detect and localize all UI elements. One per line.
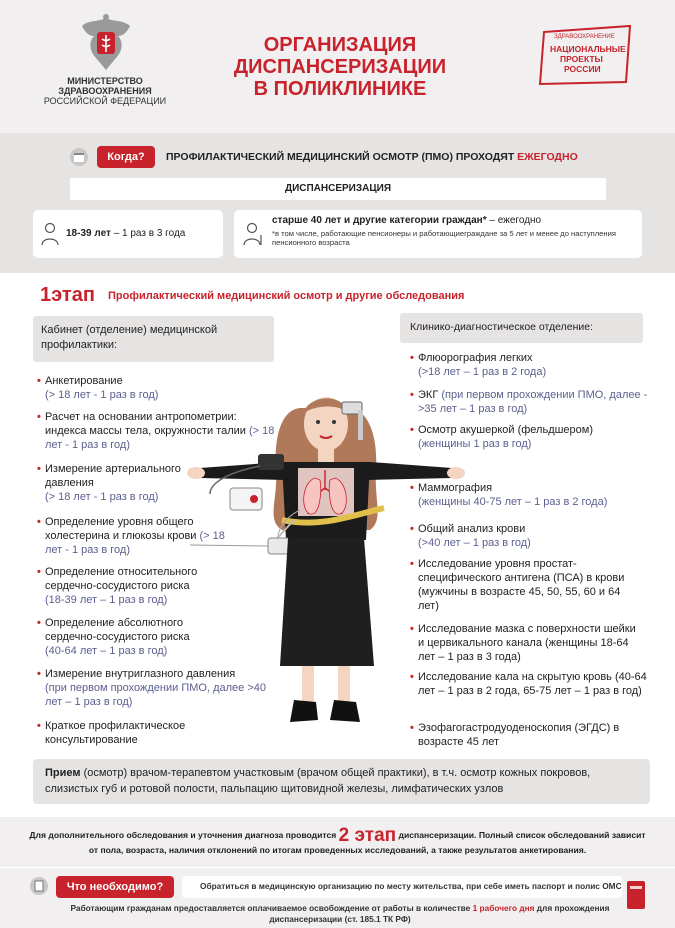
ministry-name <box>30 76 180 106</box>
left-item: • Определение относительного сердечно-сосудистого риска (18-39 лет – 1 раз в год) <box>37 566 198 606</box>
left-item: • Определение уровня общего холестерина и глюкозы крови (> 18 лет - 1 раз в год) <box>37 516 225 556</box>
left-item: • Расчет на основании антропометрии: индекса массы тела, окружности талии (> 18 лет - 1 раз в год) <box>37 411 275 451</box>
stage2-text-a: Для дополнительного обследования и уточнения диагноза проводится <box>29 830 337 840</box>
right-item: • Исследование кала на скрытую кровь (40-64 лет – 1 раз в 2 года, 65-75 лет – 1 раз в год) <box>410 671 647 697</box>
dispensary-label: ДИСПАНСЕРИЗАЦИЯ <box>70 178 606 200</box>
age2-bold: старше 40 лет и другие категории граждан* <box>272 215 487 226</box>
right-item: • Исследование уровня простат-специфического антигена (ПСА) в крови (мужчины в возрасте 45, 50, 55, 60 и 64 лет) <box>410 558 625 612</box>
right-item: • Флюорография легких (>18 лет – 1 раз в 2 года) <box>410 352 547 378</box>
age-footnote: *в том числе, работающие пенсионеры и работающиеграждане за 5 лет и менее до наступления пенсионного возраста <box>272 229 616 247</box>
stage-title: Профилактический медицинский осмотр и другие обследования <box>108 290 465 302</box>
document-icon <box>30 876 48 896</box>
ministry-line-1: МИНИСТЕРСТВО <box>67 76 143 86</box>
exam-bold-start: Прием <box>45 767 81 779</box>
therapist-exam-text <box>45 766 640 797</box>
left-item: • Анкетирование (> 18 лет - 1 раз в год) <box>37 375 159 401</box>
what-needed-badge: Что необходимо? <box>56 876 174 898</box>
age1-rest: – 1 раз в 3 года <box>113 228 186 239</box>
worker-text-a: Работающим гражданам предоставляется оплачиваемое освобождение от работы в количестве <box>70 903 471 913</box>
when-badge: Когда? <box>97 146 155 168</box>
age2-rest: – ежегодно <box>489 215 542 226</box>
stage-number: 1этап <box>40 284 95 306</box>
pmo-text: ПРОФИЛАКТИЧЕСКИЙ МЕДИЦИНСКИЙ ОСМОТР (ПМО) ПРОХОДЯТ <box>166 151 515 163</box>
right-item: • Общий анализ крови (>40 лет – 1 раз в год) <box>410 523 531 549</box>
np-line-2: ПРОЕКТЫ <box>560 54 603 64</box>
right-item: • Осмотр акушеркой (фельдшером) (женщины 1 раз в год) <box>410 424 594 450</box>
title-line-3: В ПОЛИКЛИНИКЕ <box>253 78 427 100</box>
age-group-40-plus <box>272 215 541 226</box>
np-small-text: ЗДРАВООХРАНЕНИЕ <box>554 34 615 40</box>
worker-text-b: для прохождения диспансеризации (ст. 185.1 ТК РФ) <box>269 903 610 924</box>
age1-bold: 18-39 лет <box>66 228 111 239</box>
np-line-1: НАЦИОНАЛЬНЫЕ <box>550 44 626 54</box>
left-section-header: Кабинет (отделение) медицинской профилактики: <box>41 324 218 351</box>
calendar-icon <box>70 148 88 166</box>
requirements-text: Обратиться в медицинскую организацию по месту жительства, при себе иметь паспорт и полис ОМС <box>200 881 622 891</box>
passport-icon <box>626 880 646 910</box>
left-item: • Измерение внутриглазного давления (при первом прохождении ПМО, далее >40 лет – 1 раз в год) <box>37 668 266 708</box>
worker-accent: 1 рабочего дня <box>472 903 535 913</box>
title-line-2: ДИСПАНСЕРИЗАЦИИ <box>233 56 447 78</box>
elderly-person-icon <box>242 222 264 246</box>
right-item: • Исследование мазка с поверхности шейки и цервикального канала (женщины 18-64 лет – 1 раз в 3 года) <box>410 623 636 663</box>
ministry-emblem-icon <box>76 12 136 76</box>
ministry-line-2: ЗДРАВООХРАНЕНИЯ <box>58 86 152 96</box>
pmo-accent: ЕЖЕГОДНО <box>517 151 578 163</box>
pmo-frequency-text <box>166 151 578 163</box>
left-item: • Определение абсолютного сердечно-сосудистого риска (40-64 лет – 1 раз в год) <box>37 617 190 657</box>
age-group-18-39 <box>66 228 185 239</box>
ministry-line-3: РОССИЙСКОЙ ФЕДЕРАЦИИ <box>43 96 167 106</box>
page-title <box>210 34 470 100</box>
stage2-number: 2 этап <box>338 825 397 846</box>
person-icon <box>40 222 60 246</box>
workers-leave-text <box>60 903 620 925</box>
left-item: • Измерение артериального давления (> 18 лет - 1 раз в год) <box>37 463 181 503</box>
right-item: • Эзофагогастродуоденоскопия (ЭГДС) в возрасте 45 лет <box>410 722 620 748</box>
title-line-1: ОРГАНИЗАЦИЯ <box>263 34 417 56</box>
national-projects-logo <box>530 22 640 86</box>
woman-illustration <box>170 370 480 740</box>
stage2-text <box>25 825 650 857</box>
right-item: • ЭКГ (при первом прохождении ПМО, далее - >35 лет – 1 раз в год) <box>410 389 648 415</box>
left-item: • Краткое профилактическое консультирование <box>37 720 186 746</box>
stage2-text-b: диспансеризации. Полный список обследований зависит от пола, возраста, наличия отклонений по итогам проведенных исследований, а также результатов анкетирования. <box>88 830 646 855</box>
exam-text: (осмотр) врачом-терапевтом участковым (врачом общей практики), в т.ч. осмотр кожных покровов, слизистых губ и ротовой полости, пальпацию щитовидной железы, лимфатических узлов <box>45 767 591 795</box>
right-section-header: Клинико-диагностическое отделение: <box>410 321 593 333</box>
np-line-3: РОССИИ <box>564 64 601 74</box>
right-item: • Маммография (женщины 40-75 лет – 1 раз в 2 года) <box>410 482 608 508</box>
